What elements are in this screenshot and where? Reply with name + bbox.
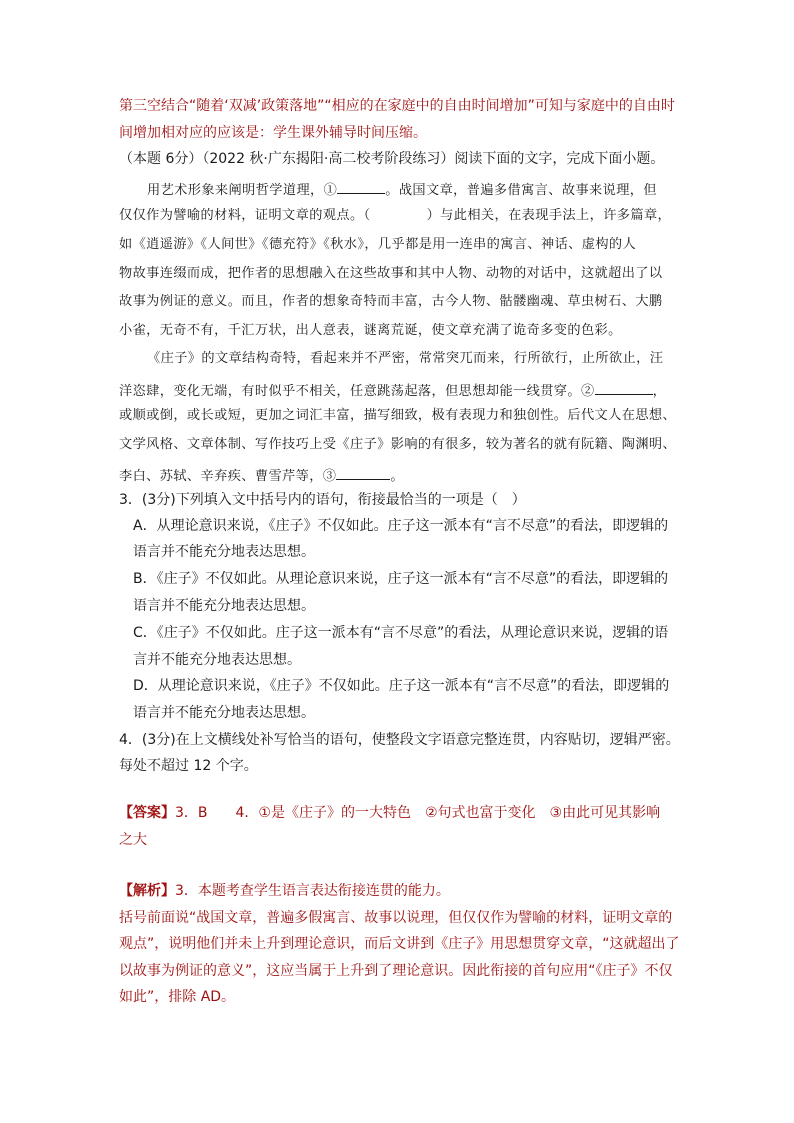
passage-line: 李白、苏轼、辛弃疾、曹雪芹等，③ 。: [119, 463, 404, 487]
q3-option-c: C．《庄子》不仅如此。庄子这一派本有“言不尽意”的看法，从理论意识来说，逻辑的语: [133, 625, 669, 641]
q3-option-a: A．从理论意识来说，《庄子》不仅如此。庄子这一派本有“言不尽意”的看法，即逻辑的: [133, 518, 669, 534]
answer-text-cont: 之大: [119, 832, 147, 848]
q3-stem: 3．(3分)下列填入文中括号内的语句，衔接最恰当的一项是（ ）: [119, 492, 526, 508]
passage-line: 如《逍遥游》《人间世》《德充符》《秋水》，几乎都是用一连串的寓言、神话、虚构的人: [119, 237, 637, 252]
passage-line: 物故事连缀而成，把作者的思想融入在这些故事和其中人物、动物的对话中，这就超出了以: [119, 266, 663, 281]
question-intro: （本题 6分）（2022 秋·广东揭阳·高二校考阶段练习）阅读下面的文字，完成下面小题。: [119, 151, 665, 167]
q3-option-c-cont: 言并不能充分地表达思想。: [133, 652, 301, 668]
blank-2: [595, 378, 653, 395]
analysis-label: 【解析】: [119, 883, 175, 899]
q4-stem: 4．(3分)在上文横线处补写恰当的语句，使整段文字语意完整连贯，内容贴切，逻辑严密。: [119, 732, 680, 748]
passage-line: 小雀，无奇不有，千汇万状，出人意表，谜离荒诞，使文章充满了诡奇多变的色彩。: [119, 323, 622, 338]
passage-line: 用艺术形象来阐明哲学道理，① 。战国文章，普遍多借寓言、故事来说理，但: [147, 177, 657, 201]
analysis-line: 如此”，排除 AD。: [119, 989, 236, 1005]
blank-1: [337, 177, 385, 194]
q3-option-a-cont: 语言并不能充分地表达思想。: [133, 544, 315, 560]
q3-option-b: B．《庄子》不仅如此。从理论意识来说，庄子这一派本有“言不尽意”的看法，即逻辑的: [133, 571, 669, 587]
analysis-head: 【解析】3．本题考查学生语言表达衔接连贯的能力。: [119, 883, 450, 899]
passage-line: 或顺或倒，或长或短，更加之词汇丰富，描写细致，极有表现力和独创性。后代文人在思想、: [119, 408, 677, 423]
q3-option-d: D．从理论意识来说，《庄子》不仅如此。庄子这一派本有“言不尽意”的看法，即逻辑的: [133, 678, 670, 694]
blank-3: [336, 463, 390, 480]
passage-line: 洋恣肆，变化无端，有时似乎不相关，任意跳荡起落，但思想却能一线贯穿。② ，: [119, 378, 666, 402]
passage-line: 故事为例证的意义。而且，作者的想象奇特而丰富，古今人物、骷髅幽魂、草虫树石、大鹏: [119, 294, 663, 309]
analysis-line: 以故事为例证的意义”，这应当属于上升到了理论意识。因此衔接的首句应用“《庄子》不仅: [119, 963, 673, 979]
q3-option-d-cont: 语言并不能充分地表达思想。: [133, 705, 315, 721]
answer-label: 【答案】: [119, 805, 175, 821]
passage-line: 《庄子》的文章结构奇特，看起来并不严密，常常突兀而来，行所欲行，止所欲止，汪: [147, 351, 664, 366]
analysis-line: 括号前面说“战国文章，普遍多假寓言、故事以说理，但仅仅作为譬喻的材料，证明文章的: [119, 910, 673, 926]
q3-option-b-cont: 语言并不能充分地表达思想。: [133, 598, 315, 614]
passage-line: 仅仅作为譬喻的材料，证明文章的观点。（ ）与此相关，在表现手法上，许多篇章，: [119, 208, 672, 223]
prev-analysis-line-2: 间增加相对应的应该是：学生课外辅导时间压缩。: [119, 125, 427, 141]
answer-text: 3．B 4．①是《庄子》的一大特色 ②句式也富于变化 ③由此可见其影响: [175, 805, 661, 821]
q4-stem-cont: 每处不超过 12 个字。: [119, 758, 258, 774]
analysis-line: 观点”，说明他们并未上升到理论意识，而后文讲到《庄子》用思想贯穿文章，“这就超出了: [119, 936, 680, 952]
answer-line: [119, 803, 660, 823]
prev-analysis-line-1: 第三空结合“随着‘双减’政策落地”“相应的在家庭中的自由时间增加”可知与家庭中的自由时: [119, 98, 675, 114]
passage-line: 文学风格、文章体制、写作技巧上受《庄子》影响的有很多，较为著名的就有阮籍、陶渊明、: [119, 437, 677, 452]
